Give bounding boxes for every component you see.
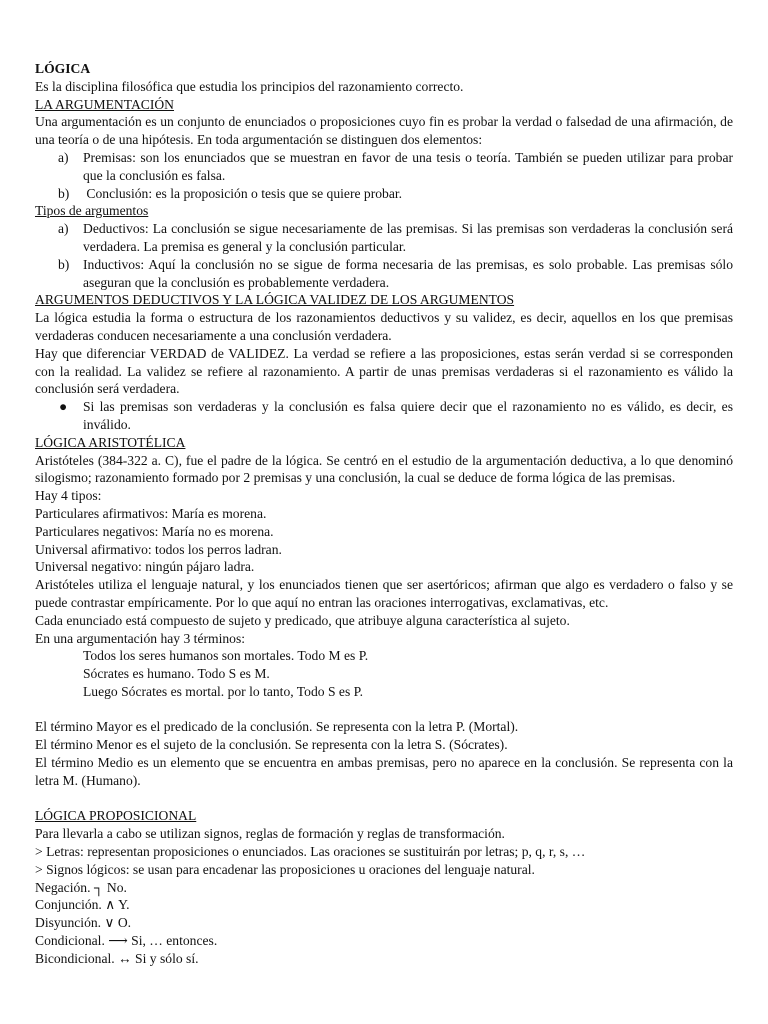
bullet-item-invalido — [35, 398, 733, 434]
list-item-text: Deductivos: La conclusión se sigue necesariamente de las premisas. Si las premisas son verdaderas la conclusión será verdadera. La premisa es general y la conclusión particular. — [83, 221, 733, 254]
connective-conjuncion: Conjunción. ∧ Y. — [35, 897, 130, 913]
silogismo-line: Luego Sócrates es mortal. por lo tanto, Todo S es P. — [83, 683, 364, 699]
proposicional-line: > Signos lógicos: se usan para encadenar las proposiciones u oraciones del lenguaje natural. — [35, 861, 535, 877]
list-item-text: Inductivos: Aquí la conclusión no se sigue de forma necesaria de las premisas, es solo probable. Las premisas sólo aseguran que la conclusión es probablemente verdadera. — [83, 256, 733, 290]
intro-text: Es la disciplina filosófica que estudia los principios del razonamiento correcto. — [35, 78, 464, 94]
connective-condicional: Condicional. ⟶ Si, … entonces. — [35, 933, 218, 949]
aristotelica-paragraph-4: En una argumentación hay 3 términos: — [35, 630, 246, 646]
silogismo-line: Sócrates es humano. Todo S es M. — [83, 666, 270, 682]
blank-line — [35, 701, 733, 719]
list-item-text: Premisas: son los enunciados que se muestran en favor de una tesis o teoría. También se pueden utilizar para probar que la conclusión es falsa. — [83, 149, 733, 183]
list-item-text: Conclusión: es la proposición o tesis que se quiere probar. — [83, 185, 403, 201]
section-heading-proposicional: LÓGICA PROPOSICIONAL — [35, 808, 197, 824]
section-heading-tipos: Tipos de argumentos — [35, 203, 149, 219]
termino-line: El término Medio es un elemento que se encuentra en ambas premisas, pero no aparece en la conclusión. Se representa con la letra M. (Humano). — [35, 755, 733, 788]
section-heading-aristotelica: LÓGICA ARISTOTÉLICA — [35, 434, 186, 450]
document-page — [35, 60, 733, 968]
tipo-line: Particulares afirmativos: María es morena. — [35, 505, 267, 521]
proposicional-line: > Letras: representan proposiciones o enunciados. Las oraciones se sustituirán por letras; p, q, r, s, … — [35, 844, 586, 860]
list-item-conclusion — [35, 185, 733, 203]
list-marker: b) — [58, 185, 70, 201]
list-item-premisas — [35, 149, 733, 185]
aristotelica-paragraph-1: Aristóteles (384-322 a. C), fue el padre de la lógica. Se centró en el estudio de la argumentación deductiva, a lo que denominó silogismo; razonamiento formado por 2 premisas y una conclusión, la cual se deduce de forma lógica de las premisas. — [35, 452, 733, 486]
list-item-inductivos — [35, 256, 733, 292]
deductivos-paragraph-2: Hay que diferenciar VERDAD de VALIDEZ. La verdad se refiere a las proposiciones, estas serán verdad si se corresponden con la realidad. La validez se refiere al razonamiento. A partir de unas premisas verdaderas si el razonamiento es válido la conclusión será verdadera. — [35, 345, 733, 397]
aristotelica-paragraph-2: Aristóteles utiliza el lenguaje natural, y los enunciados tienen que ser asertóricos; afirman que algo es verdadero o falso y se puede contrastar empíricamente. Por lo que aquí no entran las oraciones interrogativas, exclamativas, etc. — [35, 577, 733, 610]
connective-disyuncion: Disyunción. ∨ O. — [35, 915, 132, 931]
termino-line: El término Menor es el sujeto de la conclusión. Se representa con la letra S. (Sócrates). — [35, 737, 508, 753]
page-title: LÓGICA — [35, 61, 91, 76]
list-marker: b) — [58, 256, 70, 272]
list-marker: a) — [58, 149, 69, 165]
proposicional-line: Para llevarla a cabo se utilizan signos, reglas de formación y reglas de transformación. — [35, 826, 505, 842]
argumentacion-paragraph: Una argumentación es un conjunto de enunciados o proposiciones cuyo fin es probar la verdad o falsedad de una afirmación, de una teoría o de una hipótesis. En toda argumentación se distinguen dos elementos: — [35, 114, 733, 148]
section-heading-deductivos: ARGUMENTOS DEDUCTIVOS Y LA LÓGICA VALIDEZ DE LOS ARGUMENTOS — [35, 292, 515, 308]
tipo-line: Particulares negativos: María no es morena. — [35, 523, 274, 539]
list-marker: a) — [58, 221, 69, 237]
section-heading-argumentacion: LA ARGUMENTACIÓN — [35, 96, 175, 112]
tipo-line: Universal negativo: ningún pájaro ladra. — [35, 559, 255, 575]
tipos-intro: Hay 4 tipos: — [35, 488, 102, 504]
connective-bicondicional: Bicondicional. ↔ Si y sólo sí. — [35, 950, 199, 966]
tipo-line: Universal afirmativo: todos los perros ladran. — [35, 541, 282, 557]
deductivos-paragraph-1: La lógica estudia la forma o estructura de los razonamientos deductivos y su validez, es decir, aquellos en los que premisas verdaderas conducen necesariamente a una conclusión verdadera. — [35, 310, 733, 343]
list-item-deductivos — [35, 220, 733, 256]
blank-line — [35, 790, 733, 808]
bullet-icon: ● — [59, 399, 68, 415]
termino-line: El término Mayor es el predicado de la conclusión. Se representa con la letra P. (Mortal). — [35, 719, 519, 735]
aristotelica-paragraph-3: Cada enunciado está compuesto de sujeto y predicado, que atribuye alguna característica al sujeto. — [35, 612, 570, 628]
connective-negacion: Negación. ┐ No. — [35, 879, 127, 895]
silogismo-line: Todos los seres humanos son mortales. Todo M es P. — [83, 648, 369, 664]
bullet-item-text: Si las premisas son verdaderas y la conclusión es falsa quiere decir que el razonamiento no es válido, es decir, es inválido. — [83, 399, 733, 432]
